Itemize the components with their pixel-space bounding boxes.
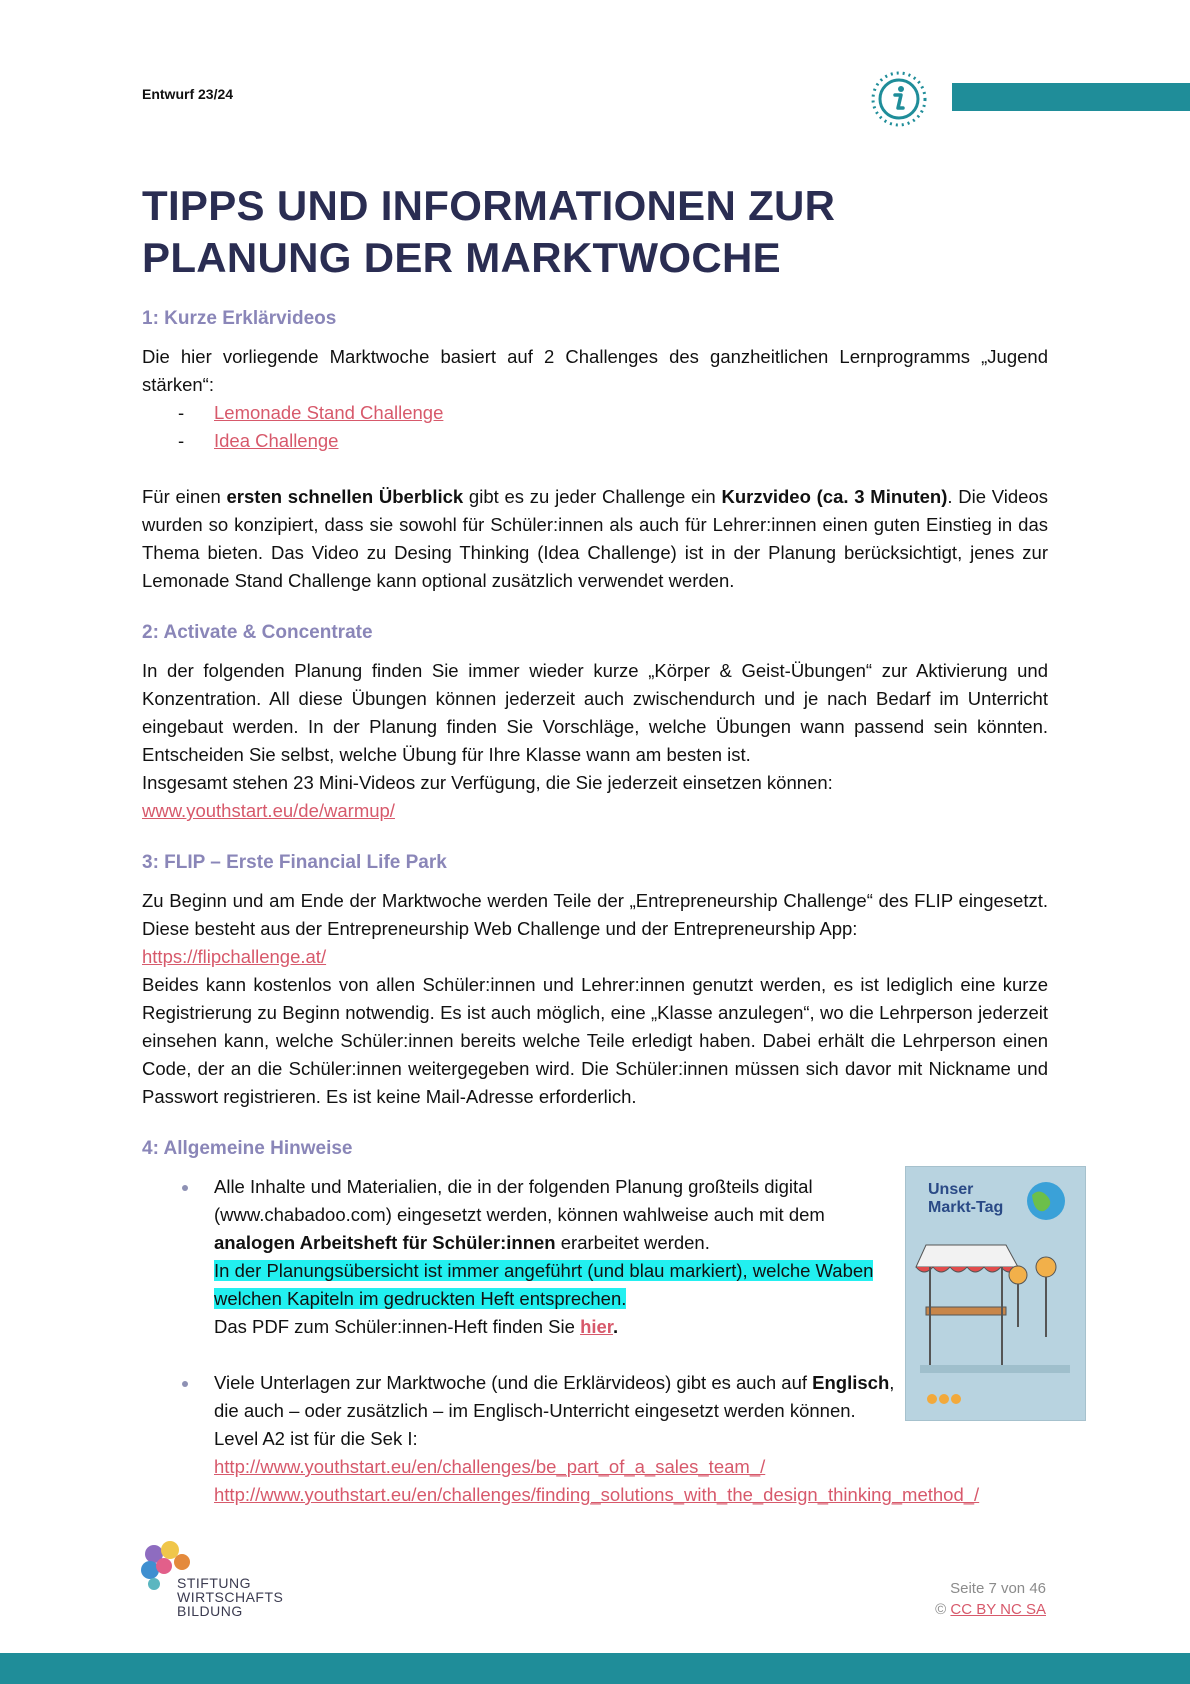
highlighted-note: In der Planungsübersicht ist immer angeführt (und blau markiert), welche Waben welchen Kapiteln im gedruckten Heft entsprechen. (214, 1260, 874, 1309)
section-heading: 2: Activate & Concentrate (142, 622, 373, 643)
bullet-icon (182, 1381, 188, 1387)
challenge-list (142, 399, 1048, 455)
paragraph: Für einen ersten schnellen Überblick gibt es zu jeder Challenge ein Kurzvideo (ca. 3 Minuten). Die Videos wurden so konzipiert, dass sie sowohl für Schüler:innen als auch für Lehrer:innen einen guten Einstieg in das Thema bieten. Das Video zu Desing Thinking (Idea Challenge) ist in der Planung berücksichtigt, jenes zur Lemonade Stand Challenge kann optional zusätzlich verwendet werden. (142, 486, 1049, 591)
logo-text: STIFTUNG WIRTSCHAFTS BILDUNG (177, 1575, 284, 1619)
footer-accent-bar (0, 1653, 1190, 1684)
list-item (178, 427, 1048, 455)
section-erklaervideos (142, 305, 1048, 595)
section-heading: 1: Kurze Erklärvideos (142, 308, 337, 329)
license-link[interactable]: CC BY NC SA (950, 1601, 1046, 1618)
paragraph: Insgesamt stehen 23 Mini-Videos zur Verfügung, die Sie jederzeit einsetzen können: (142, 772, 833, 793)
flipchallenge-link[interactable]: https://flipchallenge.at/ (142, 946, 327, 967)
bullet-icon (182, 1185, 188, 1191)
list-item: Viele Unterlagen zur Marktwoche (und die Erklärvideos) gibt es auch auf Englisch, die auch – oder zusätzlich – im Englisch-Unterricht eingesetzt werden können. Level A2 ist für die Sek I: http://www.youthstart.eu/en/challenges/be_part_of_a_sales_team_/ http://www.youthstart.eu/en/challenges/finding_solutions_with_the_design_thinking_method_/ (142, 1369, 1048, 1509)
header-accent-bar (952, 83, 1190, 111)
section-heading: 3: FLIP – Erste Financial Life Park (142, 852, 447, 873)
sales-team-link[interactable]: http://www.youthstart.eu/en/challenges/be_part_of_a_sales_team_/ (214, 1456, 766, 1477)
design-thinking-link[interactable]: http://www.youthstart.eu/en/challenges/finding_solutions_with_the_design_thinking_method_/ (214, 1484, 980, 1505)
idea-challenge-link[interactable]: Idea Challenge (214, 430, 339, 451)
paragraph: Die hier vorliegende Marktwoche basiert auf 2 Challenges des ganzheitlichen Lernprogramms „Jugend stärken“: (142, 346, 1048, 395)
section-flip (142, 849, 1048, 1111)
info-icon (870, 70, 928, 128)
list-item (178, 399, 1048, 427)
page-title: TIPPS UND INFORMATIONEN ZUR PLANUNG DER MARKTWOCHE (142, 182, 836, 281)
draft-label: Entwurf 23/24 (142, 86, 234, 102)
stiftung-logo (140, 1540, 290, 1619)
paragraph: Zu Beginn und am Ende der Marktwoche werden Teile der „Entrepreneurship Challenge“ des FLIP eingesetzt. Diese besteht aus der Entrepreneurship Web Challenge und der Entrepreneurship App: (142, 890, 1048, 939)
cover-illustration (906, 1167, 1085, 1420)
pdf-hier-link[interactable]: hier (580, 1316, 613, 1337)
list-item: Alle Inhalte und Materialien, die in der folgenden Planung großteils digital (www.chabadoo.com) eingesetzt werden, können wahlweise auch mit dem analogen Arbeitsheft für Schüler:innen erarbeitet werden. In der Planungsübersicht ist immer angeführt (und blau markiert), welche Waben welchen Kapiteln im gedruckten Heft entsprechen. Das PDF zum Schüler:innen-Heft finden Sie hier. (142, 1173, 1048, 1341)
section-heading: 4: Allgemeine Hinweise (142, 1138, 353, 1159)
cover-title: Unser Markt-Tag (928, 1181, 1004, 1216)
page-number: Seite 7 von 46 (950, 1580, 1046, 1597)
page-info: Seite 7 von 46 © CC BY NC SA (930, 1578, 1046, 1620)
lemonade-stand-link[interactable]: Lemonade Stand Challenge (214, 402, 444, 423)
workbook-cover-image (905, 1166, 1086, 1421)
paragraph: Beides kann kostenlos von allen Schüler:innen und Lehrer:innen genutzt werden, es ist lediglich eine kurze Registrierung zu Beginn notwendig. Es ist auch möglich, eine „Klasse anzulegen“, wo die Lehrperson jederzeit einsehen kann, welche Schüler:innen bereits welche Teile erledigt haben. Dabei erhält die Lehrperson einen Code, der an die Schüler:innen weitergegeben wird. Die Schüler:innen müssen sich davor mit Nickname und Passwort registrieren. Es ist keine Mail-Adresse erforderlich. (142, 974, 1048, 1107)
section-activate (142, 619, 1048, 825)
paragraph: In der folgenden Planung finden Sie immer wieder kurze „Körper & Geist-Übungen“ zur Aktivierung und Konzentration. All diese Übungen können jederzeit auch zwischendurch und je nach Bedarf im Unterricht eingebaut werden. In der Planung finden Sie Vorschläge, welche Übungen wann passend sein könnten. Entscheiden Sie selbst, welche Übung für Ihre Klasse wann am besten ist. (142, 660, 1048, 765)
warmup-link[interactable]: www.youthstart.eu/de/warmup/ (142, 800, 395, 821)
